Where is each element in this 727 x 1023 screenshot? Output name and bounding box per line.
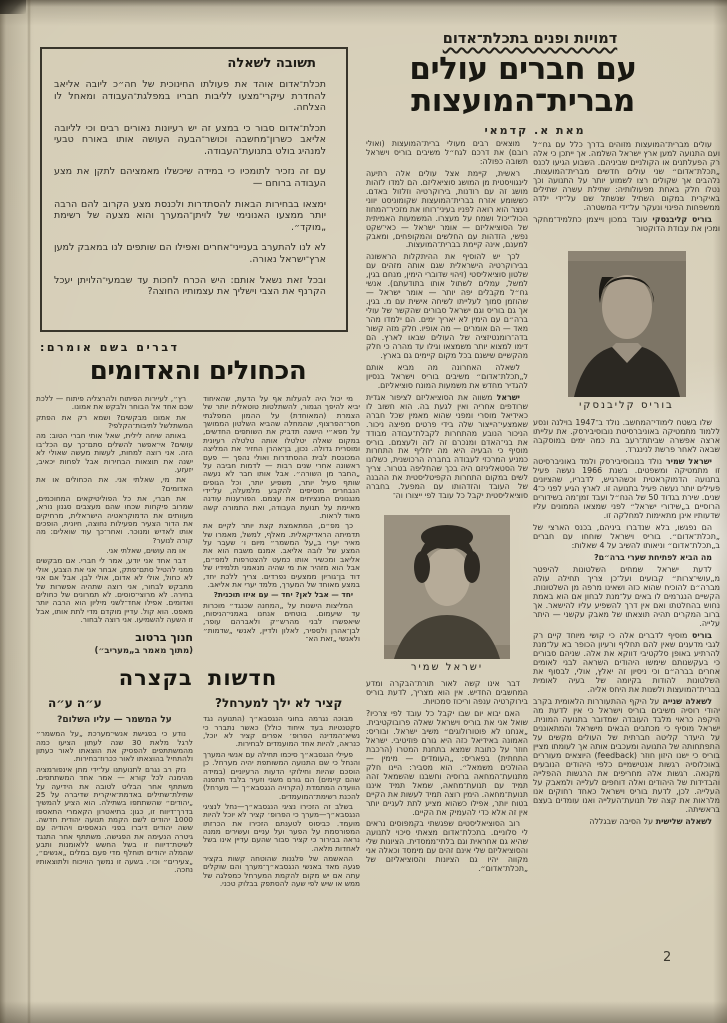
portrait-photo-shamir (384, 515, 510, 659)
portrait-silhouette-icon (568, 251, 686, 397)
news-columns (36, 694, 360, 890)
paragraph: בוריס קליבנסקי עובד במכון וייצמן כתלמיד־מחקר ומכין את עבודת הדוקטור (533, 215, 720, 233)
paragraph: ישראל שמיר נולד בנובוסיבירסק ולמד באוניברסיטה זו מתמטיקה ומשפטים. בשנת 1966 נעשה פעיל בתנועה הדמוקראטית וכשהרגיש, לדבריו, שהציונים פעילים יותר נעשה פעיל בתנועה זו. לארץ הגיע לפני כ־4 שנים. שירת בגדוד 50 של הנח״ל ועבד זמן־מה בשידורים הרוסיים ב„שידורי ישראל״ לפני שמצאו הממונים עליו שדעותיו אינן מתאימות למחלקה זו. (533, 457, 720, 520)
paragraph: כך מפ״ם, המתאמצת קצת יותר לקיים את תדמיתה הראדיקאלית. מאלף, למשל, מאמרו של מאיר יערי ב„על המשמר״ מיום ו׳ שעבר על המצע של לובה אליאב. אמנם משבח הוא את אליאב ומכשיר אותו כמעט להצטרפות למפ״ם, אבל הוא מזהיר את מי שהיה מנאמני תלמידיו של דוד בן־גוריון ממצעים נפרדים. צריך ללכת יחד, במצע מאוחד של המערך, מלמד יערי את אליאב. (203, 521, 360, 589)
opinion-signature: חנוך ברטוב (135, 631, 193, 645)
fold-line (27, 0, 31, 1023)
news-col-right-text (203, 715, 360, 888)
news-col-right (203, 694, 360, 890)
paragraph: את אמונו מבקשים? ושמא רק את הפתק המשתלשל לתיבות־הקלפי? (36, 412, 193, 431)
opinion-source: (מתוך מאמר ב„מעריב״) (94, 646, 193, 657)
news-col-left (36, 694, 193, 890)
paragraph: את מי, שאלתי אני. את הכחולים או את האדומים? (36, 475, 193, 493)
paragraph: המליצות הישנות על „המחנה שכנגד״ מוכרות עד שיעמום. בוטחים אנחנו באמני־הניסוח, שיאפשרו לבני מהרש״ק ולאברהם עופר, לבן־אהרן ולספיר, לאלון ולדיין, לאנשי „שדמות״ ולאנשי „זאת הא־ (203, 600, 360, 644)
paragraph: באותה שיחה לילית, שאל אותי חברי הטוב: מה עושים? אי־אפשר להשלים סתם־כך עם הכל־בו הזה. אני רוצה למחות, לעשות מעשה שאולי לא ישנה את תוצאות הבחירות אבל לפחות יכאיב, יזעזע. (36, 431, 193, 474)
main-headline (372, 51, 674, 119)
opinion-headline: הכחולים והאדומים (89, 356, 307, 386)
paragraph: בשלב זה הזכירו נציגי הנגסבא״ך—נחל לנציגי הנגסבא״ך—מערך כי הפרופ׳ קציר לא יוכל להיות מועמד. כביסוס לטענתם הזכירו את הכרזתו המפורסמת על הפער ועל עניים ועשירים ממנה נראה בבירור כי קציר סבור שהעם עדיין אינו בשל לאחדות מלאה. (203, 801, 360, 853)
paragraph: את חברי, את כל הפוליטיקאים המחוכמים, שמרוב פיקחות שכחו שהם מעצבים סגנון נורא, מעוותים את הדמוקראטיה הישראלית, מרחיקים את הדור הצעיר מפעילות נחוצה, חיונית, הופכים אותו לאדיש ומנוכר. ואחר־כך עוד שואלים: מה קורה לנוער? (36, 493, 193, 545)
paragraph: מי יכול היה להעלות אף על הדעת, שהאיחוד יביא להיפך הגמור, להשתלטות טוטאלית יותר של הצמרת (המאוחדת) על ההמון המפלגתי חסר־הפרצוף, שהמחלה שהביא השלטון הממושך על מפא״י הישנה תדביק את השותפים החדשים, במקום שאלה יטלטלו אותה טלטלה רעיונית ומוסרית גדולה. נכון, בן־אהרן החזיר את המליצה המכונסת לבית ההסתדרות ואולי נהפך — פעם ראשונה אחרי שנים רבות — לדמות חביבה על „החבר מן השורה״. אבל אותו חבר לא נעשה שותף פעיל יותר, משפיע יותר, וכל הגופים הנבחרים מוסיפים להקבע מלמעלה, על־ידי מנגנונים המנציחים את עצמם. הפורענות עודנה מאיימת על תנועת העבודה, ואת התמורה קשה מאוד לראות. (203, 394, 360, 521)
news-col-left-text (36, 730, 193, 874)
paragraph: יחד — אבל לאן? יחד — עם איזו תוכנית? (213, 590, 353, 600)
news-subhead-ah: ע״ה ע״ה (48, 696, 102, 711)
paragraph: עם זה נזכיר לתומכיו כי במידה שיכשלו מאמציהם לתקן את מצע העבודה ברוחם — (54, 166, 326, 190)
answer-box (40, 47, 348, 332)
paragraph-lead: ישראל (492, 392, 520, 402)
left-sections (36, 341, 360, 891)
paragraph-lead: ישראל שמיר (662, 457, 712, 466)
paragraph: או מה עושים, שאלתי אני. (106, 546, 186, 556)
paragraph: מבוכה נגרמה בחוגי הנגסבא״ך (התנועה נגד סקטנטיות בעד איחוד כולל) כאשר נתברר כי נשיא־המדינה הפרופ׳ אפרים קציר לא יוכל, כנראה, להיות אחד המועמדים לבחירות. (203, 714, 360, 749)
paragraph: הם נפגשו, בלא שנדברו ביניהם, בכנס הארצי של „תכלת־אדום״. בוריס וישראל שוחחו עם חברים ב„תכלת־אדום״ וניאותו להשיב על 4 שאלות: (533, 523, 720, 550)
article-kicker: דמויות ופנים בתכלת־אדום (442, 31, 618, 47)
paragraph: רץ״, לעיירות הפיתוח ולהרצליה פיתוח — ללכת שכם אחד אל הבוחר ולבקש את אמונו. (36, 394, 193, 412)
paragraph: נודע כי בפגישת אנשי־מערכת „על המשמר״ לרגל מלאת 30 שנה לעתון הציעו כמה מהמשתתפים להפסיק את הוצאתו לאור כעתון ולהתחיל בהוצאתו לאור ככרוז־בחירות. (36, 729, 193, 764)
paragraph: לא לנו להתערב בענייני־אחרים ואפילו הם שותפים לנו במאבק למען ארץ־ישראל נאורה. (54, 242, 326, 265)
paragraph: מה הביא לפתיחת שערי ברה״ם? (594, 553, 712, 562)
paragraph: תכלת־אדום סבור כי במצע זה יש רעיונות נאורים רבים וכי לליובה אליאב כשרון־מחשבה וכושר־הבעה העושה אותו באורח טבעי למנהיג בולט בתנועת־העבודה. (54, 122, 326, 157)
answer-box-body (54, 79, 326, 298)
headline-line1: עם חברים עולים (409, 51, 637, 87)
opinion-col-left-text (36, 395, 193, 624)
paragraph: דבר אחד אני יודע, אמר לי חברי. אם מבקשים ממני להטיל סתם־פתק, אבחר אני את הצבע, אולי לא כחול, אולי לא אדום, אולי לבן. אבל אם אני מתבקש לבחור, אני רוצה שתהיה אפשרות של בחירה. לא מרוצי־סוסים. לא תמרונים של כחולים ואדומים. אפילו אחד־לשני מיליון הוא הרבה יותר מאפס. הוא קול. עדיין מוקדם מדי לתת אותו, אבל זו השעה להשמיעו. אני רוצה לבחור. (36, 556, 193, 624)
opinion-col-right (203, 395, 360, 656)
paragraph: לשאלה שנייה על היקף ההתעוררות הלאומית בקרב יהודי רוסיה משיבים בוריס וישראל כי אין לדעת מה היקפה כראוי מלבד העובדה שמדובר בתנועה המונית. ישראל מוסיף כי מכתבים הבאים מישראל והמתאוננים על היעדר קליטה חברתית של העולים מקשים על התפתחותה של התנועה ומעכבים אותה אך לעומתו מציין בוריס כי ישנו היזון חוזר (feedback) היוצאים מעוררים באוכלוסיה רגשות אנטישמיים כלפי היהודים הנובעים מקנאה. רגשות אלה מחריפים את הרגשות ההפלייה והבדידות של היהודים ואלה דוחפים לעלייה ולמאבק על העלייה. לכן, לדעת בוריס וישראל כאחד רחוקים אנו מלראות את קצה של תנועת־העלייה ואנו עומדים בעצם בראשיתה. (533, 697, 720, 814)
headline-line2: מברית־המועצות (411, 82, 635, 119)
article-column-right (533, 140, 720, 829)
paragraph: האם יבוא יום שבו יקבל כל עובד לפי צרכיו? שואל אני את בוריס וישראל שאלה פרובוקטיבית. „אנחנו לא פוטורולוגים״ משיב ישראל. ובוריס: האמונה באידיאל כזה היא גורם פוזיטיבי. ישראל חוזר על כתובת שמצא בתחנת המטרו (הרכבת התחתית) בפאריס: „העומדים — מימין — ההולכים משמאל״. הוא מסביר: היינו חלק מתנועת־המחאה ברוסיה וחשבנו שהשמאל זהה תמיד עם תנועת־מחאה, שמאל תמיד איננו תנועת־מחאה. הימין רוצה תמיד לעשות את הקיים בטוח יותר, אפילו כשהוא מציע לתת לעניים יותר אין זה אלא כדי להעמיק את הקיים. (366, 709, 528, 817)
news-subhead-katzir: קציר לא ילך למערחל? (215, 696, 343, 711)
portrait-silhouette-icon (384, 515, 510, 659)
photo-caption-boris: בוריס קליבנסקי (579, 400, 674, 411)
portrait-photo-boris (568, 251, 686, 397)
opinion-col-left (36, 395, 193, 656)
opinion-kicker: דברים בשם אומרם: (40, 341, 180, 354)
news-headline: חדשות בקצרה (118, 666, 278, 691)
column-middle-bottom-text (366, 680, 528, 874)
paragraph: ראשית, קיימת אצל עולים אלה רתיעה לינגוויסטית מן המושג סוציאליזם. הם למדו לזהות מושג זה עם רודנות, בירוקרטיה וזלזול באדם. כששומע אזרח בברית־המועצות שקומוניסט יווני נעצר הוא רואה לפניו בעיני־רוחו את מזכיר־המחוז הכול־יכול ושמח על מעצרו. המשמעות האמיתית של הסוציאליזם — אומר ישראל — כאי־שקט נפשי, הזדהות עם החלשים והמקופחים, ומאבק למענם, אינה קיימת בברית־המועצות. (366, 168, 528, 250)
paragraph: ובכל זאת נשאל אותם: היש הכרח לחכות עד שבמעי־הלויתן יעכל הקרנף את הצבי וישליך את עצמותיו החוצה? (54, 274, 326, 298)
paragraph: לשאלה האחרונה מה מביא אותם ל„תכלת־אדום״ משיבים בוריס וישראל בנסיון להגדיר מחדש את משמעות המונח סוציאליזם. (366, 362, 528, 390)
paragraph: דבר אינו קשה לאור תורת־הבקרה ומדע המחשבים החדיש. אין הוא מצריך, לדעת בוריס בירוקרטיה ענפה וריכוז סמכויות. (366, 679, 528, 707)
photo-caption-shamir: ישראל שמיר (410, 662, 484, 674)
corner-shadow (0, 0, 26, 14)
column-middle-top-text (366, 140, 528, 501)
paragraph-lead: לשאלה שלישית (653, 817, 712, 826)
paragraph: נזק רב נגרם לתנועתנו על־ידי מתן אינפורמציה מהימנה לכל קורא — אמר אחד המשתתפים. משתתף אחר הבליט לטובה את הידיעה על שתילת־שתילים באדמת־איקרית שדיברה על 25 „יהודים״ שהשתתפו בשתילה. הוא הציע להמשיך בדרך־דיווח זו, כגון: בתיאטרון הקאמרי התאספו 1000 יהודים לשם הקמת תנועה יהודית חדשה. ששה יהודים דיברו בפני הנאספים ויהודיה עם גיטרה הנעימה את הפגישה. משתתף אחר התנגד לשיטת־דיווח זו בשל החשש ללאומנות ותבע שהמלה יהודים תוחלף מדי פעם במלים „אנשים״, „צעירים״ וכו׳. בשעה זו נמשך הוויכוח ולתוצאותיו נחכה. (36, 764, 193, 875)
paragraph: לשאלה שלישית על הסיבה שבגללה (589, 817, 712, 826)
paragraph: שלו בשטח לימודי־המחשב. נולד ב־1947 בוילנה ונסע ללמוד מתמטיקה באוניברסיטת נובוסיבירסק. את עלייתו ארצה אפשרה שביתת־רעב בת כמה ימים במוסקבה שבאה לאחר פרשת לנינגרד. (533, 418, 720, 454)
news-lead: על המשמר — עליו השלום? (57, 715, 172, 726)
paragraph: לכך יש להוסיף את ההיתקלות הראשונה בבירוקרטיה הישראלית שגם אותה מזהים עם שלטון סוציאליסטי (זיהוי שדוברי הימין, מנחם בגין, למשל, עמלים לשתול אותו בתודעתם). אנשי גח״ל מקבלים יפה יותר — אומר ישראל — שהוזמן סמוך לעלייתו לשיחה אישית עם מ. בגין. אך גם בוריס וגם ישראל סבורים שהקשר של עולי ברה״ם עם הימין לא יאריך ימים. הם ילמדו מהר מאד — הם אומרים — מה אופיו. חלק מזה קשור בדה־רומנטיזציה של העולים שבאו לארץ. הם דימו למצוא יותר משמצאו וגילו עד מהרה כי חלק מהקשיים שישנם בכל מקום קיימים גם בארץ. (366, 252, 528, 360)
paragraph-lead: בוריס קליבנסקי (647, 215, 712, 224)
page-number: 2 (663, 950, 672, 965)
paragraph: ימצאו בבחירות הבאות להסתדרות ולכנסת מצע הקרוב להם הרבה יותר ממצעו האנונימי של לויתן־המערך והוא מצעה של רשימת „מוקד״. (54, 198, 326, 233)
paragraph: פעילי הנגסבא״ך סיכמו תחילה עם אנשי המערך והנחל כי שם התנועה המשותפת יהיה מערחל. כן הוסכם שהיות וחילוקי הדעות הרעיוניים (במידה שהם קיימים) הם גורם משני וזעיר בלבד תתפנה הוועדה המתמדת (הקרויה הנגסבא״ך — מערחל) להכנת רשימת־המועמדים. (203, 749, 360, 801)
column-right-bottom-text (533, 418, 720, 826)
paragraph: ההאשמה של פלגנות שהוטחה קשות בקציר פגעה מאד באנשי הנגסבא״ך־מערך והם שוקלים עתה אם יש מקום להקמת המערחל כמפלגה של ממש או שיש לפי שעה להסתפק בבלוק טכני. (203, 854, 360, 889)
paragraph: לדעת ישראל שמחים השלטונות להיפטר מ„עושי־צרות״ קבועים ועל־כן צריך תחילה עולה מברה״ם להוכיח שהוא כזה ושאינו מרפה מן השלטונות. הקשיים הנגרמים לו באים על־מנת לבחון אם הוא באמת נחוש בהחלטתו ואם אין דרך להשפיע עליו להישאר. אך ברוב המקרים תהיה תוצאתו של מאבק עקשני — היתר עלייה. (533, 565, 720, 628)
answer-box-title: תשובה לשאלה (227, 56, 316, 71)
paragraph-lead: לשאלה שנייה (659, 697, 712, 706)
paragraph: בוריס מוסיף לדברים אלה כי קושי מיוחד קיים רק לגבי מדענים שאין להם תחליף ורעיון הכופר בא על־מנת להרתיע באופן סלקטיבי דווקא את אלה. שניהם סבורים כי בעקשנותם שימשו היהודים השראה לבני לאומים אחרים בברה״ם וכי ניסיון זה יאלץ, אולי, לבסוף את השלטונות להודות בקיומה של בעיה לאומית בברית־המועצות ולשנות את היחס אליה. (533, 631, 720, 694)
byline: מאת א. קדמאי (484, 124, 586, 137)
article-column-middle (366, 140, 528, 877)
paragraph: מוצאים רבים מעולי ברית־המועצות (ואולי רובם) את דרכם לגח״ל משיבים בוריס וישראל תשובה כפולה: (366, 139, 528, 166)
opinion-columns (36, 395, 360, 656)
paragraph-lead: בוריס (687, 631, 712, 640)
paragraph: עולים מברית־המועצות מזוהים בדרך כלל עם גח״ל ועם התנועה למען ארץ ישראל השלמה. אך ייתכן כי אלה רק הפעלתנים או הקולניים שביניהם. השבוע הגיעו לכנס „תכלת־אדום״ שני עולים חדשים מברית־המועצות. נלהבים אך שקולים רצו לשמוע יותר על התנועה וכך נטלו חלק באחת מפעולותיה: שתילת עשרה שתילים באיקרית במקום השתיל שנשתל שם על־ידי ילדה ממשפחות הפינוי ונעקר על־ידי המשטרה. (533, 140, 720, 212)
paragraph: ישראל משווה את הסוציאליזם לציפור אגדית שרודפים אחריה ואין לגעת בה. הוא חשוב לו כאידיאל מוסרי ומפני שהוא מאמין שכל חברה שאמצעי־הייצור שלה בידי פרטים מפיצה ניכור. הניכור הנובע מהתחרות לקבלת־עבודה מבודד את בני־האדם ומנכרם זה לזה ולעצמם. בוריס מוסיף כי הבעיה היא מה יחליף את התחרות כמניע המרכזי לעבודה בחברה הרכושנית, כשלונו של הסטאליניזם היה בכך שהחליפה בטרור. צריך לשים במקום התחרות הקפיטליסטית את ההבנה של העובד והזדהותו עם המפעל. בחברה סוציאליסטית יקבל כל עובד לפי ייצורו וה־ (366, 392, 528, 501)
paragraph: תכלת־אדום אוהד את פעולתו החינוכית של חה״כ ליובה אליאב להחדרת עיקרי־מצעו לליבות חבריו במפלגת־העבודה ומאחל לו הצלחה. (54, 79, 326, 114)
paragraph: רוב הסוציאליסטים שפגשתי בקמפוסים נראים לי סלוניים. בתכלת־אדום מצאתי סיכוי לתנועה שהיא גם אחראית וגם בלתי־ממסדית. הציונות שלי והסוציאליזם שלי אינם זהים עם מימסד וכאלה אני מקווה יהיו גם הציונות והסוציאליזם של „תכלת־אדום״. (366, 819, 528, 874)
column-right-top-text (533, 140, 720, 233)
